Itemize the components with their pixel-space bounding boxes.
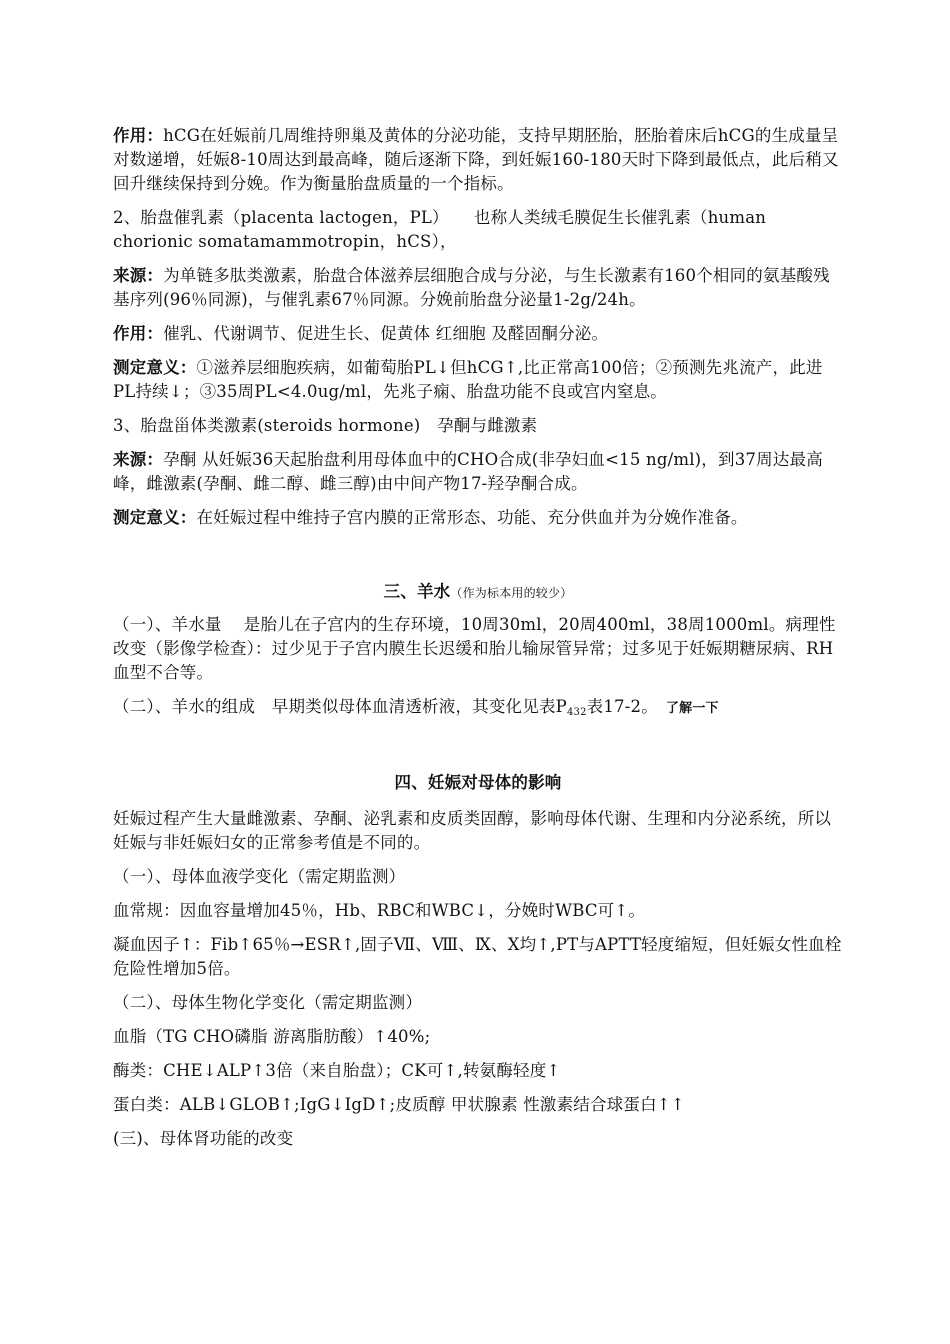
paragraph-blood-routine: 血常规：因血容量增加45％，Hb、RBC和WBC↓，分娩时WBC可↑。: [113, 901, 646, 920]
paragraph-hematology-heading: （一）、母体血液学变化（需定期监测）: [113, 867, 406, 886]
paragraph-text: （二）、羊水的组成 早期类似母体血清透析液，其变化见表P: [113, 697, 567, 716]
paragraph-text: 为单链多肽类激素，胎盘合体滋养层细胞合成与分泌，与生长激素有160个相同的氨基酸残基序列(96％同源)，与催乳素67％同源。分娩前胎盘分泌量1-2g/24h。: [113, 266, 830, 309]
paragraph-lipids: 血脂（TG CHO磷脂 游离脂肪酸）↑40%;: [113, 1027, 431, 1046]
paragraph-placental-lactogen: 2、胎盘催乳素（placenta lactogen，PL） 也称人类绒毛膜促生长催乳素（human chorionic somatamammotropin，hCS），: [113, 208, 767, 251]
heading-note: （作为标本用的较少）: [450, 586, 573, 600]
page-subscript: 432: [566, 707, 587, 718]
paragraph-text: 在妊娠过程中维持子宫内膜的正常形态、功能、充分供血并为分娩作准备。: [196, 508, 748, 527]
paragraph-text: 表17-2。: [586, 697, 658, 716]
paragraph-proteins: 蛋白类：ALB↓GLOB↑;IgG↓IgD↑;皮质醇 甲状腺素 性激素结合球蛋白↑↑: [113, 1095, 685, 1114]
paragraph-text: hCG在妊娠前几周维持卵巢及黄体的分泌功能，支持早期胚胎，胚胎着床后hCG的生成量呈对数递增，妊娠8-10周达到最高峰，随后逐渐下降，到妊娠160-180天时下降到最低点，此后稍又回升继续保持到分娩。作为衡量胎盘质量的一个指标。: [113, 126, 839, 193]
paragraph-pl-function: [113, 322, 843, 346]
paragraph-amniotic-volume: （一）、羊水量 是胎儿在子宫内的生存环境，10周30ml，20周400ml，38周1000ml。病理性改变（影像学检查）：过少见于子宫内膜生长迟缓和胎儿输尿管异常；过多见于妊娠期糖尿病、RH血型不合等。: [113, 615, 836, 682]
paragraph-text: 催乳、代谢调节、促进生长、促黄体 红细胞 及醛固酮分泌。: [163, 324, 609, 343]
paragraph-biochemistry-heading: （二）、母体生物化学变化（需定期监测）: [113, 993, 423, 1012]
paragraph-pl-source: [113, 264, 843, 312]
paragraph-coagulation: 凝血因子↑：Fib↑65％→ESR↑,固子Ⅶ、Ⅷ、Ⅸ、Ⅹ均↑,PT与APTT轻度缩短，但妊娠女性血栓危险性增加5倍。: [113, 935, 842, 978]
paragraph-text: 孕酮 从妊娠36天起胎盘利用母体血中的CHO合成(非孕妇血<15 ng/ml)，到37周达最高峰，雌激素(孕酮、雌二醇、雌三醇)由中间产物17-羟孕酮合成。: [113, 450, 823, 493]
document-page: [113, 124, 843, 1151]
heading-title: 三、羊水: [383, 582, 451, 601]
label-significance: 测定意义：: [113, 358, 197, 377]
paragraph-hcg-function: [113, 124, 843, 196]
heading-title: 四、妊娠对母体的影响: [394, 773, 562, 792]
label-function: 作用：: [113, 324, 164, 343]
paragraph-steroid-hormones: 3、胎盘甾体类激素(steroids hormone) 孕酮与雌激素: [113, 416, 538, 435]
paragraph-pl-significance: [113, 356, 843, 404]
paragraph-enzymes: 酶类：CHE↓ALP↑3倍（来自胎盘）；CK可↑,转氨酶轻度↑: [113, 1061, 561, 1080]
paragraph-steroid-significance: [113, 506, 843, 530]
paragraph-steroid-source: [113, 448, 843, 496]
section-heading-amniotic-fluid: [113, 580, 843, 605]
label-significance: 测定意义：: [113, 508, 197, 527]
paragraph-amniotic-composition: [113, 695, 843, 725]
label-source: 来源：: [113, 266, 164, 285]
label-source: 来源：: [113, 450, 164, 469]
handwritten-note: 了解一下: [665, 701, 719, 716]
paragraph-maternal-intro: 妊娠过程产生大量雌激素、孕酮、泌乳素和皮质类固醇，影响母体代谢、生理和内分泌系统，所以妊娠与非妊娠妇女的正常参考值是不同的。: [113, 809, 832, 852]
label-function: 作用：: [113, 126, 164, 145]
paragraph-renal-heading: (三)、母体肾功能的改变: [113, 1129, 294, 1148]
paragraph-text: ①滋养层细胞疾病，如葡萄胎PL↓但hCG↑,比正常高100倍；②预测先兆流产，此进PL持续↓；③35周PL<4.0ug/ml，先兆子痫、胎盘功能不良或宫内窒息。: [113, 358, 823, 401]
section-heading-maternal-effects: [113, 771, 843, 795]
